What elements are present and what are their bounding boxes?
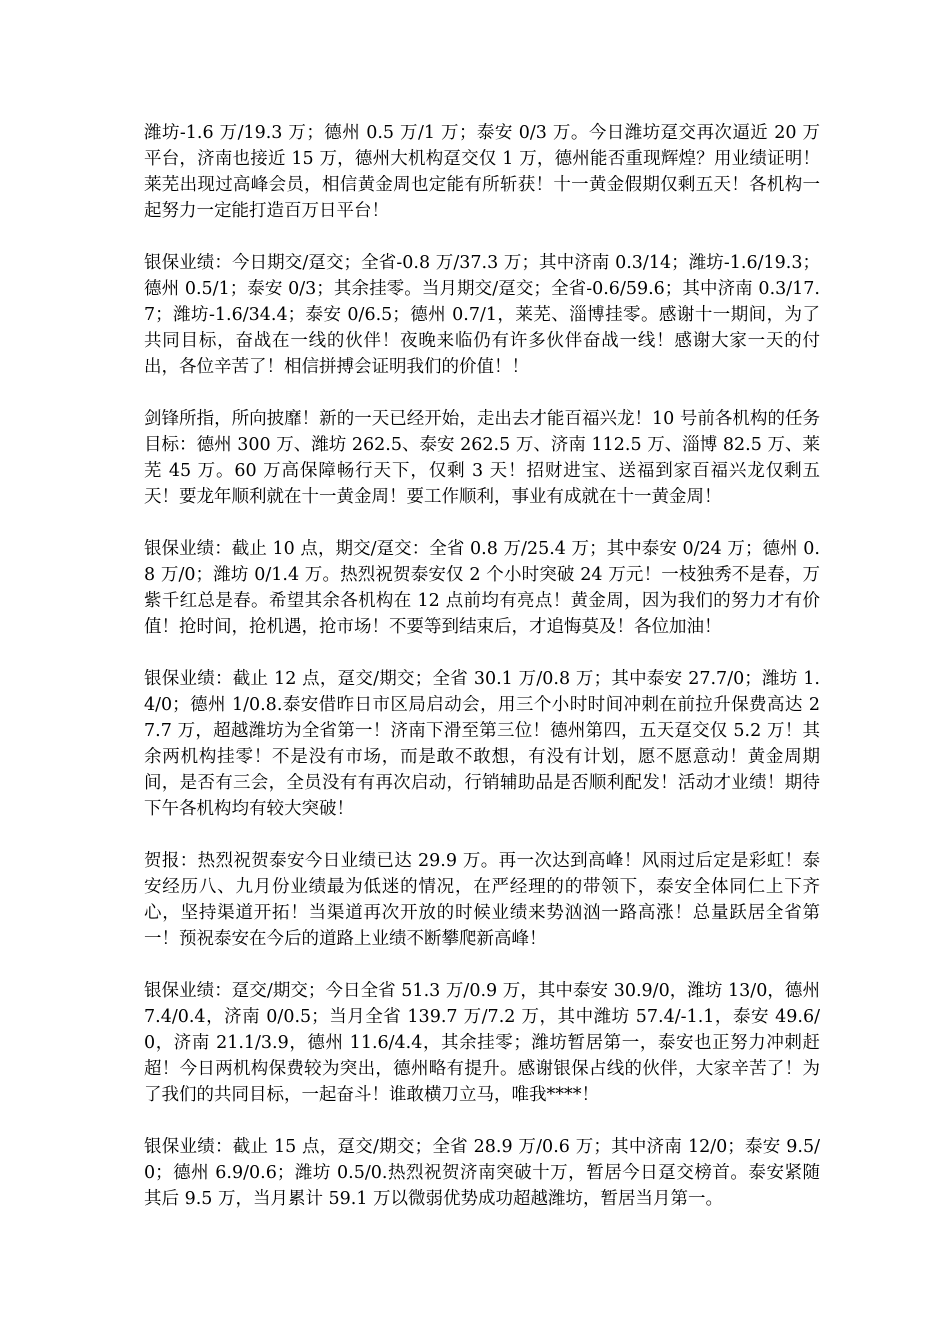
paragraph-congratulation-taian: 贺报：热烈祝贺泰安今日业绩已达 29.9 万。再一次达到高峰！风雨过后定是彩虹！泰安经历八、九月份业绩最为低迷的情况，在严经理的的带领下，泰安全体同仁上下齐心，坚持渠道开拓！当渠道再次开放的时候业绩来势汹汹一路高涨！总量跃居全省第一！预祝泰安在今后的道路上业绩不断攀爬新高峰！ xyxy=(144,851,820,949)
paragraph-3pm-report: 银保业绩：截止 15 点，趸交/期交；全省 28.9 万/0.6 万；其中济南 12/0；泰安 9.5/0；德州 6.9/0.6；潍坊 0.5/0.热烈祝贺济南突破十万，暂居今日趸交榜首。泰安紧随其后 9.5 万，当月累计 59.1 万以微弱优势成功超越潍坊，暂居当月第一。 xyxy=(144,1137,820,1209)
document-body xyxy=(144,120,820,1212)
paragraph-daily-monthly-report: 银保业绩：趸交/期交；今日全省 51.3 万/0.9 万，其中泰安 30.9/0，潍坊 13/0，德州 7.4/0.4，济南 0/0.5；当月全省 139.7 万/7.2 万，其中潍坊 57.4/-1.1，泰安 49.6/0，济南 21.1/3.9，德州 11.6/4.4，其余挂零；潍坊暂居第一，泰安也正努力冲刺赶超！今日两机构保费较为突出，德州略有提升。感谢银保占线的伙伴，大家辛苦了！为了我们的共同目标，一起奋斗！谁敢横刀立马，唯我****！ xyxy=(144,981,820,1105)
paragraph-task-targets: 剑锋所指，所向披靡！新的一天已经开始，走出去才能百福兴龙！10 号前各机构的任务目标：德州 300 万、潍坊 262.5、泰安 262.5 万、济南 112.5 万、淄博 82.5 万、莱芜 45 万。60 万高保障畅行天下，仅剩 3 天！招财进宝、送福到家百福兴龙仅剩五天！要龙年顺利就在十一黄金周！要工作顺利，事业有成就在十一黄金周！ xyxy=(144,409,820,507)
paragraph-weifang-dezhou-summary: 潍坊-1.6 万/19.3 万；德州 0.5 万/1 万；泰安 0/3 万。今日潍坊趸交再次逼近 20 万平台，济南也接近 15 万，德州大机构趸交仅 1 万，德州能否重现辉煌？用业绩证明！莱芜出现过高峰会员，相信黄金周也定能有所斩获！十一黄金假期仅剩五天！各机构一起努力一定能打造百万日平台！ xyxy=(144,123,820,221)
paragraph-10am-report: 银保业绩：截止 10 点，期交/趸交：全省 0.8 万/25.4 万；其中泰安 0/24 万；德州 0.8 万/0；潍坊 0/1.4 万。热烈祝贺泰安仅 2 个小时突破 24 万元！一枝独秀不是春，万紫千红总是春。希望其余各机构在 12 点前均有亮点！黄金周，因为我们的努力才有价值！抢时间，抢机遇，抢市场！不要等到结束后，才追悔莫及！各位加油！ xyxy=(144,539,820,637)
paragraph-12pm-report: 银保业绩：截止 12 点，趸交/期交；全省 30.1 万/0.8 万；其中泰安 27.7/0；潍坊 1.4/0；德州 1/0.8.泰安借昨日市区局启动会，用三个小时时间冲刺在前拉升保费高达 27.7 万，超越潍坊为全省第一！济南下滑至第三位！德州第四，五天趸交仅 5.2 万！其余两机构挂零！不是没有市场，而是敢不敢想，有没有计划，愿不愿意动！黄金周期间，是否有三会，全员没有有再次启动，行销辅助品是否顺利配发！活动才业绩！期待下午各机构均有较大突破！ xyxy=(144,669,820,819)
paragraph-daily-bancassurance-report: 银保业绩：今日期交/趸交；全省-0.8 万/37.3 万；其中济南 0.3/14；潍坊-1.6/19.3；德州 0.5/1；泰安 0/3；其余挂零。当月期交/趸交；全省-0.6/59.6；其中济南 0.3/17.7；潍坊-1.6/34.4；泰安 0/6.5；德州 0.7/1，莱芜、淄博挂零。感谢十一期间，为了共同目标，奋战在一线的伙伴！夜晚来临仍有许多伙伴奋战一线！感谢大家一天的付出，各位辛苦了！相信拼搏会证明我们的价值！！ xyxy=(144,253,820,377)
